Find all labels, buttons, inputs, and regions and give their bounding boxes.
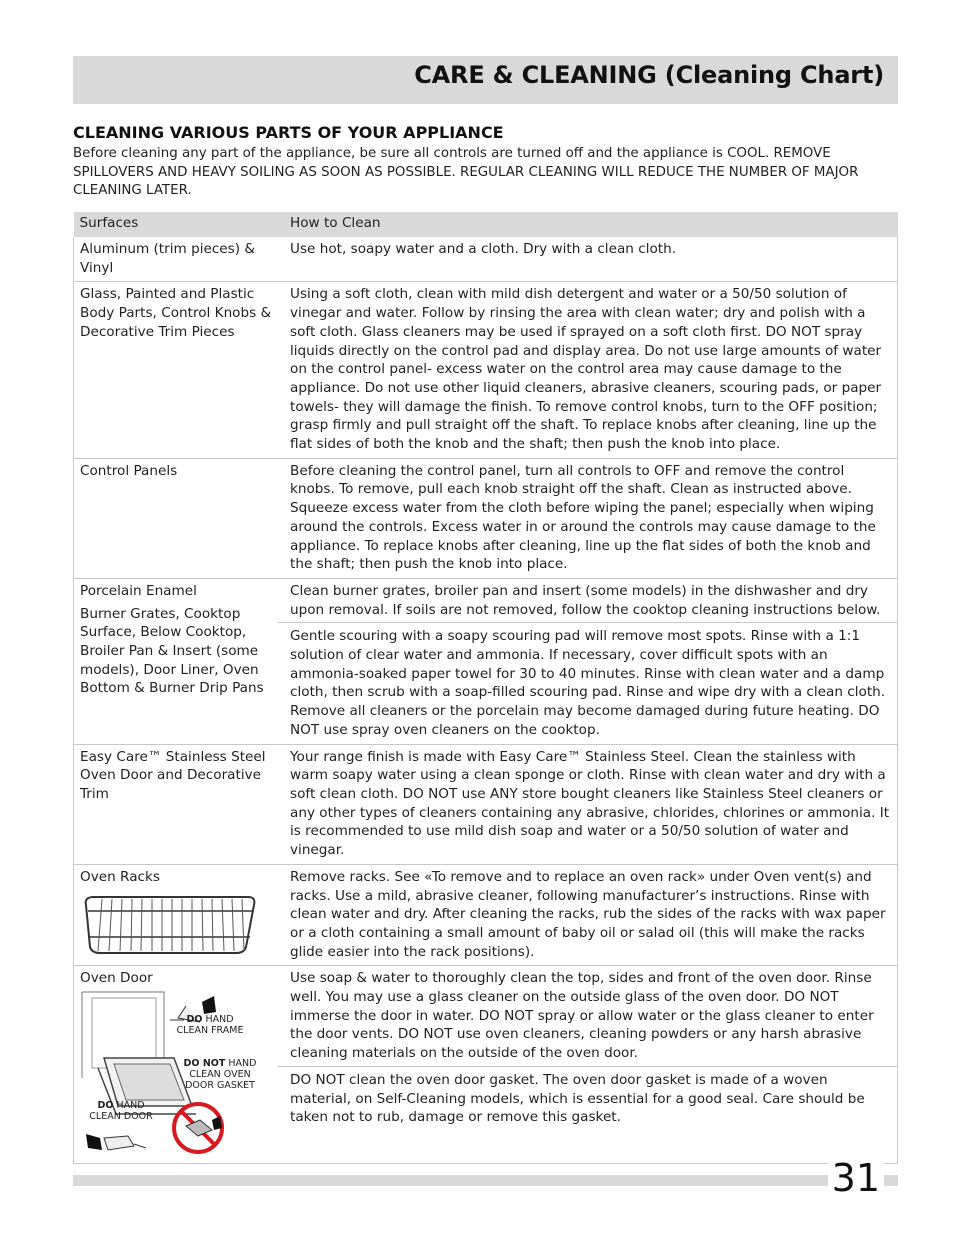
table-header-row xyxy=(74,212,898,237)
surface-label: Control Panels xyxy=(80,462,178,479)
how-cell xyxy=(278,864,898,966)
how-subsection xyxy=(278,1066,897,1127)
how-cell xyxy=(278,966,898,1164)
table-row xyxy=(74,744,898,864)
surface-label: Oven Racks xyxy=(80,868,160,885)
surface-label: Oven Door xyxy=(80,970,153,987)
surface-cell xyxy=(74,966,279,1164)
how-text: Use hot, soapy water and a cloth. Dry with a clean cloth. xyxy=(290,241,677,257)
how-text: Your range finish is made with Easy Care™ Stainless Steel. Clean the stainless with warm soapy water using a clean sponge or cloth. Rinse with clean water and dry with a soft clean cloth. DO NOT use ANY store bought cleaners like Stainless Steel cleaners or any other types of cleaners containing any abrasive, chlorides, chlorines or ammonia. It is recommended to use mild dish soap and water or a 50/50 solution of water and vinegar. xyxy=(290,748,890,859)
surface-cell xyxy=(74,744,279,864)
how-text: Remove racks. See «To remove and to replace an oven rack» under Oven vent(s) and racks. Use a mild, abrasive cleaner, following manufacturer’s instructions. Rinse with clean water and dry. After cleaning the racks, rub the sides of the racks with wax paper or a cloth containing a small amount of baby oil or salad oil (this will make the racks glide easier into the rack positions). xyxy=(290,868,886,960)
header-bar xyxy=(73,56,898,104)
how-text: Before cleaning the control panel, turn all controls to OFF and remove the control knobs. To remove, pull each knob straight off the shaft. Clean as instructed above. Squeeze excess water from the cloth before wiping the panel; especially when wiping around the controls. Excess water in or around the controls may cause damage to the appliance. To replace knobs after cleaning, line up the flat sides of both the knob and the shaft; then push the knob into place. xyxy=(290,462,876,573)
surface-cell xyxy=(74,864,279,966)
how-cell xyxy=(278,458,898,578)
how-cell xyxy=(278,744,898,864)
label-do-not-hand-clean-gasket: DO NOT HAND CLEAN OVEN DOOR GASKET xyxy=(183,1058,257,1092)
surface-label: Glass, Painted and Plastic Body Parts, Control Knobs & Decorative Trim Pieces xyxy=(80,286,272,340)
table-row xyxy=(74,966,898,1164)
surface-label: Aluminum (trim pieces) & Vinyl xyxy=(80,241,255,276)
how-text: Use soap & water to thoroughly clean the top, sides and front of the oven door. Rinse well. You may use a glass cleaner on the outside glass of the oven door. DO NOT immerse the door in water. DO NOT spray or allow water or the glass cleaner to enter the door vents. DO NOT use oven cleaners, cleaning powders or any harsh abrasive cleaning materials on the outside of the oven door. xyxy=(290,970,874,1062)
section-heading: CLEANING VARIOUS PARTS OF YOUR APPLIANCE xyxy=(73,123,504,142)
surface-detail: Burner Grates, Cooktop Surface, Below Cooktop, Broiler Pan & Insert (some models), Door Liner, Oven Bottom & Burner Drip Pans xyxy=(80,605,264,697)
label-do-hand-clean-frame: DO HAND CLEAN FRAME xyxy=(176,1014,244,1037)
how-cell xyxy=(278,578,898,744)
page-title: CARE & CLEANING (Cleaning Chart) xyxy=(414,61,884,89)
footer-bar xyxy=(73,1175,898,1186)
page-number: 31 xyxy=(828,1155,884,1201)
how-cell xyxy=(278,237,898,282)
table-row xyxy=(74,578,898,744)
how-text: Clean burner grates, broiler pan and insert (some models) in the dishwasher and dry upon removal. If soils are not removed, follow the cooktop cleaning instructions below. xyxy=(290,582,881,618)
label-do-hand-clean-door: DO HAND CLEAN DOOR xyxy=(89,1100,153,1123)
column-header-how-to-clean: How to Clean xyxy=(278,212,898,237)
oven-rack-illustration xyxy=(80,891,260,959)
cleaning-chart-table xyxy=(73,212,898,1164)
table-row xyxy=(74,864,898,966)
how-text: DO NOT clean the oven door gasket. The oven door gasket is made of a woven material, on Self-Cleaning models, which is essential for a good seal. Care should be taken not to rub, damage or remove this gasket. xyxy=(290,1071,865,1126)
table-row xyxy=(74,237,898,282)
surface-cell xyxy=(74,237,279,282)
surface-label: Easy Care™ Stainless Steel Oven Door and Decorative Trim xyxy=(80,748,266,802)
table-row xyxy=(74,458,898,578)
column-header-surfaces: Surfaces xyxy=(74,212,279,237)
how-cell xyxy=(278,282,898,458)
how-subsection xyxy=(278,622,897,739)
how-text: Using a soft cloth, clean with mild dish detergent and water or a 50/50 solution of vinegar and water. Follow by rinsing the area with clean water; dry and polish with a soft cloth. Glass cleaners may be used if sprayed on a soft cloth first. DO NOT spray liquids directly on the control pad and display area. Do not use large amounts of water on the control panel- excess water on the control area may cause damage to the appliance. Do not use other liquid cleaners, abrasive cleaners, scouring pads, or paper towels- they will damage the finish. To remove control knobs, turn to the OFF position; grasp firmly and pull straight off the shaft. To replace knobs after cleaning, line up the flat sides of both the knob and the shaft; then push the knob into place. xyxy=(290,286,882,453)
intro-text: Before cleaning any part of the appliance, be sure all controls are turned off and the appliance is COOL. REMOVE SPILLOVERS AND HEAVY SOILING AS SOON AS POSSIBLE. REGULAR CLEANING WILL REDUCE THE NUMBER OF MAJOR CLEANING LATER. xyxy=(73,146,859,198)
surface-label: Porcelain Enamel xyxy=(80,582,197,599)
surface-cell xyxy=(74,282,279,458)
how-text: Gentle scouring with a soapy scouring pad will remove most spots. Rinse with a 1:1 solution of clear water and ammonia. If necessary, cover difficult spots with an ammonia-soaked paper towel for 30 to 40 minutes. Rinse with clean water and a damp cloth, then scrub with a soap-filled scouring pad. Rinse and wipe dry with a clean cloth. Remove all cleaners or the porcelain may become damaged during future heating. DO NOT use spray oven cleaners on the cooktop. xyxy=(290,628,886,738)
table-row xyxy=(74,282,898,458)
surface-cell xyxy=(74,458,279,578)
surface-cell xyxy=(74,578,279,744)
